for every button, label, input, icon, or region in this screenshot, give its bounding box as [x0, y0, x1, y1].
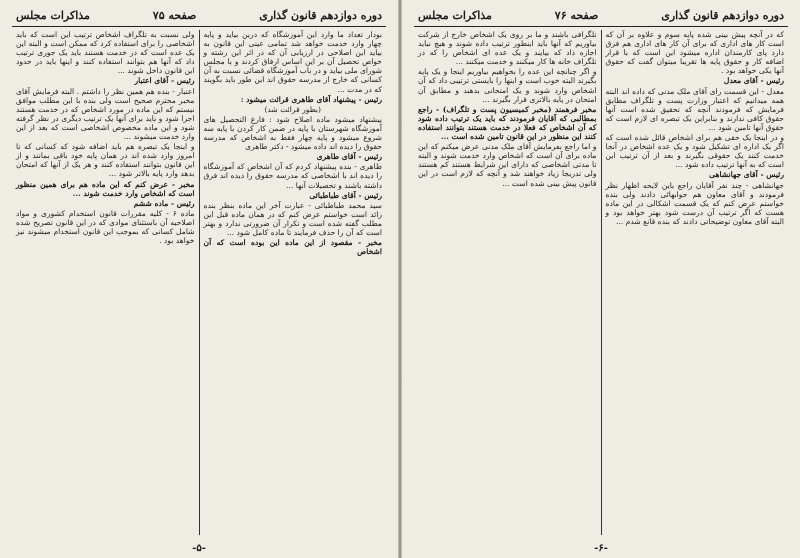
- right-page-header-left: مذاکرات مجلس: [418, 8, 492, 22]
- speaker-line: رئیس - آقای اعتبار: [134, 76, 195, 86]
- speaker-line: رئیس - پیشنهاد آقای طاهری قرائت میشود :: [240, 94, 382, 104]
- paragraph: که در آنچه پیش بینی شده پایه سوم و علاوه بر آن که است کار های اداری که برای آن کار های اداری هم فرق دارد پای کارمندان اداره میشود این است که با قرار اضافه کار و حقوق پایه ها تقریبا میتوان گفت که حقوق آنها یکی خواهد بود .: [605, 30, 784, 76]
- speaker-line: مخبر فرهمند (مخبر کمیسیون پست و تلگراف) - راجع بمطالبی که آقایان فرمودند که باید یک ترتیب داده شود که آن اشخاص که فعلا در خدمت هستند بتوانند استفاده کنند این منظور در این قانون تامین شده است ...: [418, 104, 597, 142]
- right-page-left-column: [414, 30, 601, 535]
- right-page-header-right: دوره دوازدهم قانون گذاری: [661, 8, 784, 22]
- paragraph: ولی نسبت به تلگراف اشخاص ترتیب این است که باید اشخاصی را برای استفاده کرد که ممکن است و البته این یک عده است که در خدمت هستند باید یک جوری ترتیب داد که آنها هم بتوانند استفاده کنند و اینها باید در حدود این قانون داخل شوند ...: [16, 30, 195, 76]
- centered-note: (بطور قرائت شد): [264, 104, 322, 114]
- paragraph: و در اینجا یک حقی هم برای اشخاص قائل شده است که اگر یک اداره ای تشکیل شود و یک عده اشخاص در آنجا خدمت کنند یک حقوقی بگیرند و بعد از آن ترتیب این است که به آنها ترتیب داده شود ...: [605, 133, 784, 170]
- paragraph: و اینجا یک تبصره هم باید اضافه شود که کسانی که تا امروز وارد شده اند در همان پایه خود باقی بمانند و از این قانون بتوانند استفاده کنند و هر یک از آنها که امتحان بدهد وارد پایه بالاتر شود ...: [16, 142, 195, 179]
- speaker-line: مخبر - مقصود از این ماده این بوده است که آن اشخاص: [203, 238, 382, 257]
- paragraph: و اما راجع بفرمایش آقای ملک مدنی عرض میکنم که این ماده برای آن است که اشخاص وارد خدمت شوند و البته تا مدتی اشخاصی که دارای این شرایط هستند کم هستند ولی تدریجا زیاد خواهند شد و آنچه که لازم است در این قانون پیش بینی شده است ...: [418, 142, 597, 188]
- left-page-columns: [12, 30, 386, 535]
- right-page-header: [414, 6, 788, 27]
- paragraph: طاهری - بنده پیشنهاد کردم که آن اشخاص که آموزشگاه را دیده اند با اشخاصی که مدرسه حقوق را دیده اند فرق داشته باشند و تحصیلات آنها ...: [203, 162, 382, 190]
- speaker-line: رئیس - آقای معدل: [723, 76, 784, 86]
- right-page-columns: [414, 30, 788, 535]
- paragraph: و اگر چنانچه این عده را بخواهیم بیاوریم اینجا و یک پایه بگیرند البته خوب است و اینها را بایستی ترتیبی داد که آن اشخاص وارد شوند و یک امتحانی بدهند و مطابق آن امتحان در پایه بالاتری قرار بگیرند ...: [418, 67, 597, 104]
- left-page-header-left: مذاکرات مجلس: [16, 8, 90, 22]
- left-page-number: صفحه ۷۵: [152, 8, 197, 22]
- paragraph: تلگرافی باشند و ما بر روی یک اشخاص خارج از شرکت بیاوریم که آنها باید اینطور ترتیب داده شوند و هیچ نباید اجازه داد که بیایند و یک عده ای اشخاص را که در تلگراف خانه ها کار میکنند و خدمت میکنند ...: [418, 30, 597, 67]
- right-page-right-column: [602, 30, 789, 535]
- paragraph: اعتبار - بنده هم همین نظر را داشتم . البته فرمایش آقای مخبر محترم صحیح است ولی بنده با این مطلب موافق نیستم که این ماده در مورد اشخاص که در خدمت هستند اجرا شود و باید برای آنها یک ترتیب دیگری در نظر گرفته شود و این ماده مخصوص اشخاصی است که بعد از این وارد خدمت میشوند ...: [16, 86, 195, 142]
- column-divider: [199, 30, 200, 535]
- left-page-header-right: دوره دوازدهم قانون گذاری: [259, 8, 382, 22]
- left-page-header: [12, 6, 386, 27]
- right-page: [402, 0, 800, 558]
- paragraph: پیشنهاد میشود ماده اصلاح شود : فارغ التحصیل های آموزشگاه شهرستان با پایه در ضمن کار کردن با پایه سه شروع میشود و پایه چهار فقط به اشخاص که مدرسه حقوق را دیده اند داده میشود - دکتر طاهری: [203, 114, 382, 152]
- speaker-line: مخبر - عرض کنم که این ماده هم برای همین منظور است که اشخاص وارد خدمت شوند ...: [16, 179, 195, 198]
- paragraph: ماده ۶ - کلیه مقررات قانون استخدام کشوری و مواد اصلاحیه آن باستثنای موادی که در این قانون تصریح شده شامل کسانی که بموجب این قانون استخدام میشوند نیز خواهد بود .: [16, 208, 195, 246]
- left-page-footer: -۵-: [192, 543, 206, 554]
- paragraph: بودار تعداد ما وارد این آموزشگاه که درین بیاید و پایه چهار وارد خدمت خواهد شد تمامی عینی این قانون به بیاید این اصلاحی در ارزیابی آن که در اثر این رشته و خواص تحصیل آن بر این اساس ارفاق کردند و با مجلس شورای ملی بیاید و در باب آموزشگاه قضائی نسبت به آن کسانی که خارج از مدرسه حقوق اند این طور باید بگویند که در مدت ...: [203, 30, 382, 94]
- paragraph: جهانشاهی - چند نفر آقایان راجع باین لایحه اظهار نظر فرمودند و آقای معاون هم جوابهائی دادند ولی بنده خواستم عرض کنم که یک قسمت اشکالی در این ماده هست که اگر ترتیب آن درست شود بهتر خواهد بود و البته آقای معاون توضیحاتی دادند که بنده قانع شدم ...: [605, 180, 784, 226]
- right-page-footer: -۶-: [594, 543, 608, 554]
- column-divider: [601, 30, 602, 535]
- speaker-line: رئیس - ماده ششم: [133, 198, 195, 208]
- left-page: [0, 0, 398, 558]
- left-page-left-column: [12, 30, 199, 535]
- speaker-line: رئیس - آقای جهانشاهی: [709, 170, 784, 180]
- paragraph: سید محمد طباطبائی - عبارت آخر این ماده بنظر بنده زائد است خواستم عرض کنم که در همان ماده قبل این مطلب گفته شده است و تکرار آن ضرورتی ندارد و بهتر است که آن را حذف فرمایند تا ماده کامل شود ...: [203, 200, 382, 237]
- left-page-right-column: [200, 30, 387, 535]
- paragraph: معدل - این قسمت رای آقای ملک مدنی که داده اند البته همه میدانیم که اعتبار وزارت پست و تلگراف مطابق فرمایش که فرمودند آنچه که تحقیق شده است آنها حقوق کافی ندارند و بنابراین یک تبصره ای لازم است که حقوق آنها تامین شود ...: [605, 86, 784, 132]
- right-page-number: صفحه ۷۶: [554, 8, 599, 22]
- speaker-line: رئیس - آقای طباطبائی: [309, 190, 382, 200]
- speaker-line: رئیس - آقای طاهری: [316, 152, 382, 162]
